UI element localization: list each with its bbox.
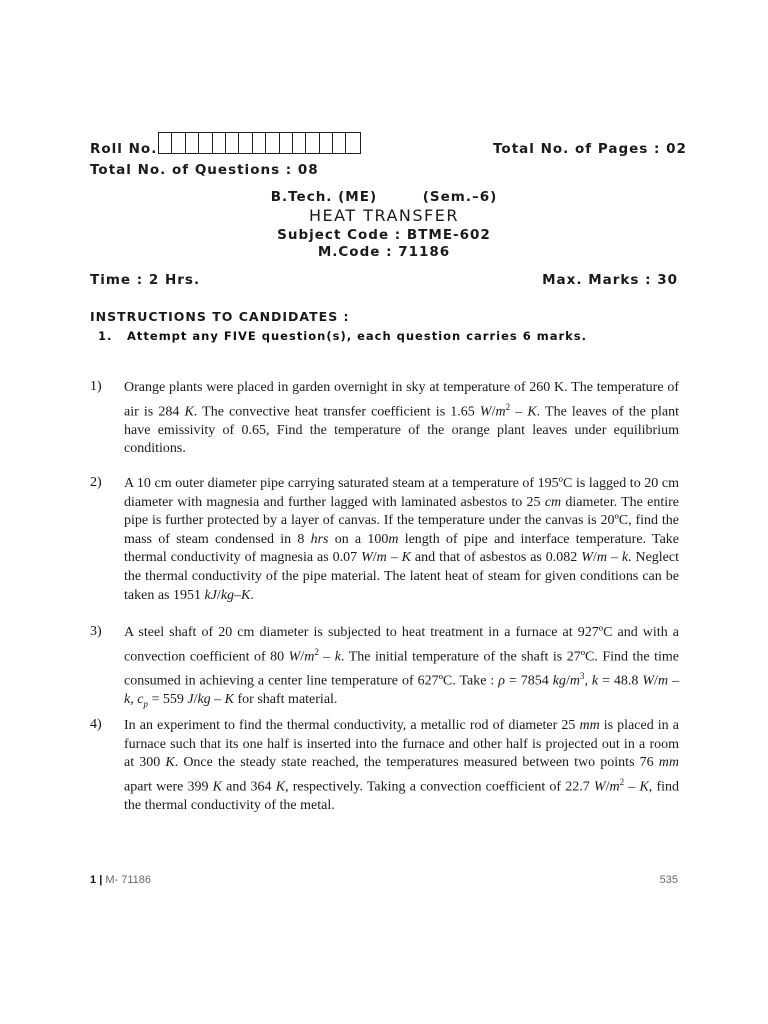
page-title: HEAT TRANSFER bbox=[309, 206, 459, 225]
page-footer bbox=[90, 874, 151, 886]
question-text: Orange plants were placed in garden overnight in sky at temperature of 260 K. The temperature of air is 284 K. The convective heat transfer coefficient is 1.65 $W/m^2$ – K. The leaves of the plant have emissivity of 0.65, Find the temperature of the orange plant leaves under equilibrium conditions. bbox=[124, 380, 679, 457]
max-marks: Max. Marks : 30 bbox=[542, 272, 678, 288]
course-line: B.Tech. (ME) (Sem.–6) bbox=[270, 189, 498, 205]
subject-code: Subject Code : BTME-602 bbox=[277, 227, 491, 243]
question-text: A 10 cm outer diameter pipe carrying saturated steam at a temperature of 195ºC is lagged to 20 cm diameter with magnesia and further lagged with laminated asbestos to 25 cm diameter. The entire pipe is further protected by a layer of canvas. If the temperature under the canvas is 20ºC, find the mass of steam condensed in 8 hrs on a 100m length of pipe and interface temperature. Take thermal conductivity of magnesia as 0.07 W/m – K and that of asbestos as 0.082 W/m – k. Neglect the thermal conductivity of the pipe material. The latent heat of steam for given conditions can be taken as 1951 kJ/kg–K. bbox=[124, 476, 680, 603]
m-code: M.Code : 71186 bbox=[317, 244, 451, 260]
question-number: 1) bbox=[90, 379, 102, 394]
time-label: Time : 2 Hrs. bbox=[90, 272, 201, 288]
question-number: 4) bbox=[90, 717, 102, 732]
footer-right-number: 535 bbox=[659, 874, 678, 886]
roll-no-boxes bbox=[158, 132, 361, 154]
question-text: In an experiment to find the thermal conductivity, a metallic rod of diameter 25 mm is placed in a furnace such that its one half is inserted into the furnace and other half is projected out in a room at 300 K. Once the steady state reached, the temperatures measured between two points 76 mm apart were 399 K and 364 K, respectively. Taking a convection coefficient of 22.7 $W/m^2$ – K, find the thermal conductivity of the metal. bbox=[124, 718, 679, 814]
instruction-text: Attempt any FIVE question(s), each question carries 6 marks. bbox=[127, 329, 588, 343]
question-text: A steel shaft of 20 cm diameter is subjected to heat treatment in a furnace at 927ºC and with a convection coefficient of 80 $W/m^2$ – k. The initial temperature of the shaft is 27ºC. Find the time consumed in achieving a center line temperature of 627ºC. Take : ρ = 7854 $kg/m^3$, k = 48.8 W/m – k, $c_p = 559$ J/kg – K for shaft material. bbox=[124, 625, 680, 709]
footer-code: M- 71186 bbox=[105, 874, 151, 886]
page-number: 1 bbox=[90, 874, 97, 886]
footer-separator: | bbox=[99, 874, 103, 886]
instructions-heading: INSTRUCTIONS TO CANDIDATES : bbox=[90, 309, 350, 324]
question-number: 2) bbox=[90, 475, 102, 490]
roll-no-label: Roll No. bbox=[90, 141, 158, 157]
total-pages: Total No. of Pages : 02 bbox=[493, 141, 687, 157]
question-number: 3) bbox=[90, 624, 102, 639]
instruction-number: 1. bbox=[98, 329, 113, 343]
total-questions: Total No. of Questions : 08 bbox=[90, 162, 319, 178]
